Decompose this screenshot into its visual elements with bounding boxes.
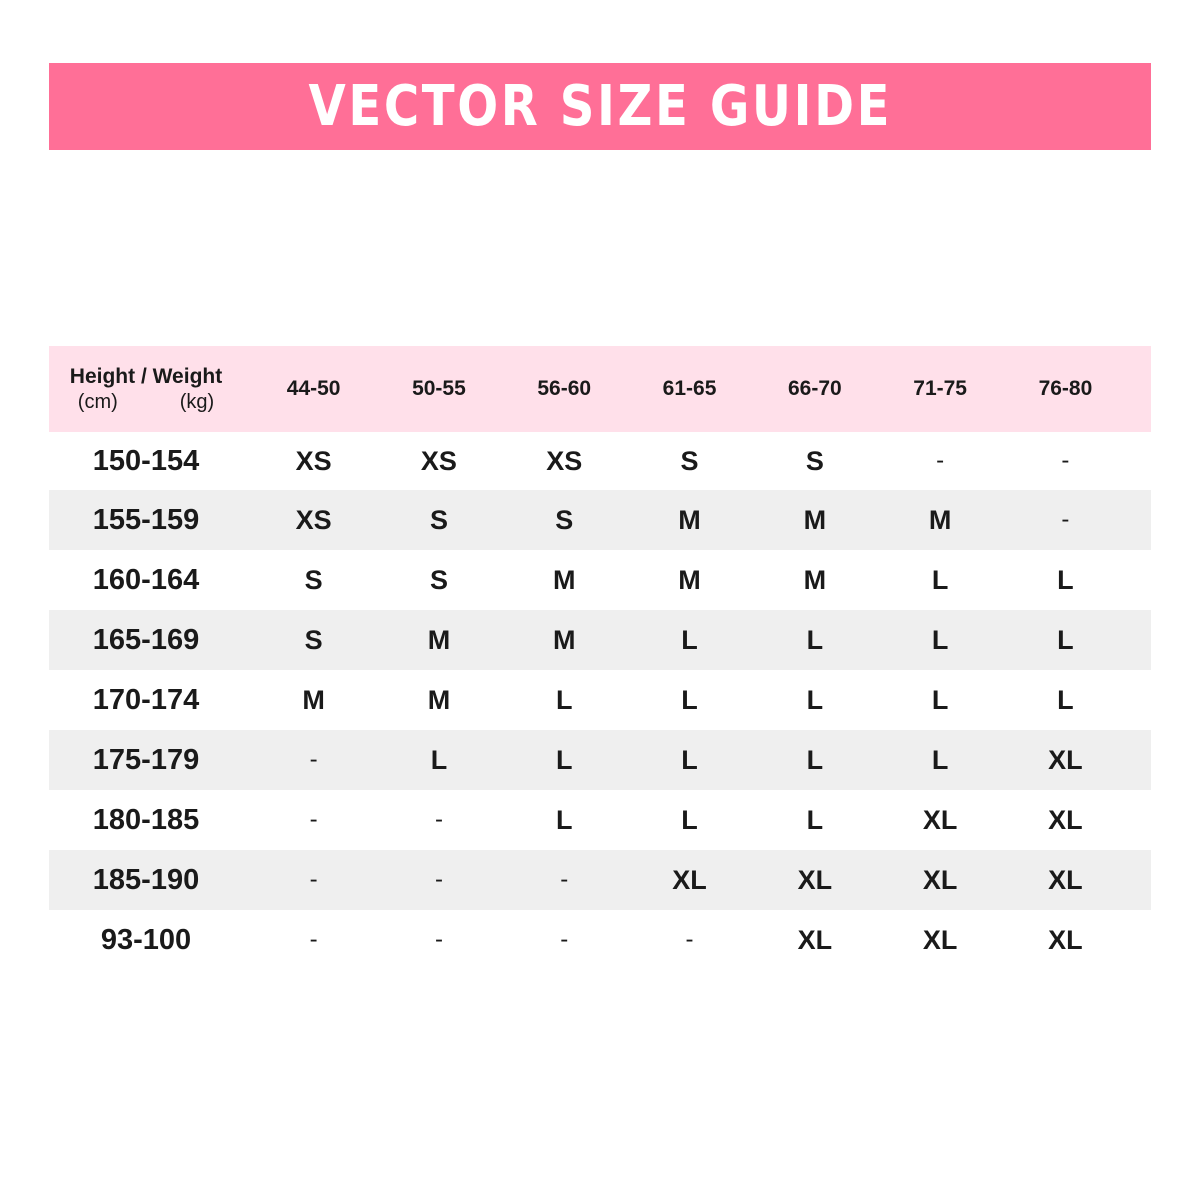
size-cell: L	[806, 804, 824, 835]
table-header-row	[49, 346, 1151, 432]
table-row	[49, 550, 1151, 610]
table-row	[49, 730, 1151, 790]
size-cell: XS	[420, 445, 457, 476]
size-cell: M	[552, 564, 576, 595]
size-cell: M	[678, 564, 701, 595]
size-cell: M	[552, 624, 576, 655]
unit-weight-label: (kg)	[179, 391, 215, 414]
size-cell: L	[931, 624, 949, 655]
title-banner	[49, 63, 1151, 150]
size-cell: XL	[1048, 804, 1083, 835]
size-cell: -	[1061, 447, 1070, 474]
height-range-cell: 175-179	[92, 743, 200, 776]
size-cell: L	[681, 624, 698, 655]
size-cell: -	[309, 806, 318, 833]
size-cell: L	[1057, 624, 1074, 655]
table-row	[49, 910, 1151, 970]
size-cell: S	[429, 504, 448, 535]
size-cell: -	[936, 447, 945, 474]
size-cell: L	[555, 804, 573, 835]
table-body	[49, 432, 1151, 970]
size-cell: S	[680, 445, 699, 476]
size-cell: -	[309, 746, 318, 773]
size-cell: L	[931, 744, 949, 775]
size-cell: XL	[1048, 924, 1083, 955]
size-cell: XS	[295, 445, 332, 476]
height-range-cell: 170-174	[92, 683, 200, 716]
size-cell: L	[555, 744, 573, 775]
unit-height-label: (cm)	[77, 391, 118, 414]
size-cell: M	[803, 564, 827, 595]
height-range-cell: 185-190	[92, 863, 200, 896]
size-cell: -	[434, 866, 443, 893]
size-cell: -	[434, 926, 443, 953]
weight-header: 56-60	[537, 377, 592, 400]
size-cell: XL	[797, 924, 833, 955]
size-cell: M	[678, 504, 701, 535]
size-cell: XL	[1048, 864, 1083, 895]
weight-header: 71-75	[913, 377, 967, 400]
size-cell: L	[430, 744, 448, 775]
weight-header: 61-65	[662, 377, 717, 400]
size-cell: M	[427, 624, 451, 655]
size-cell: -	[309, 926, 318, 953]
table-row	[49, 432, 1151, 490]
size-cell: XL	[1048, 744, 1083, 775]
size-cell: S	[304, 624, 323, 655]
page-title: VECTOR SIZE GUIDE	[308, 74, 892, 139]
size-cell: XL	[922, 804, 958, 835]
height-range-cell: 150-154	[92, 444, 200, 477]
size-cell: -	[434, 806, 443, 833]
size-cell: L	[1057, 684, 1074, 715]
table-row	[49, 790, 1151, 850]
size-cell: M	[427, 684, 451, 715]
size-cell: XL	[797, 864, 833, 895]
size-cell: S	[429, 564, 448, 595]
size-cell: L	[681, 744, 698, 775]
height-range-cell: 93-100	[100, 923, 192, 956]
size-cell: L	[555, 684, 573, 715]
size-cell: S	[805, 445, 824, 476]
size-cell: XS	[295, 504, 332, 535]
table-row	[49, 490, 1151, 550]
weight-header: 50-55	[412, 377, 466, 400]
header-label: Height / Weight	[69, 364, 223, 388]
weight-header: 44-50	[286, 377, 341, 400]
size-cell: -	[1061, 506, 1070, 533]
height-range-cell: 155-159	[92, 503, 200, 536]
weight-header: 76-80	[1038, 377, 1093, 400]
size-cell: L	[806, 744, 824, 775]
size-cell: XS	[546, 445, 583, 476]
size-cell: XL	[672, 864, 707, 895]
size-cell: S	[555, 504, 574, 535]
size-table	[49, 346, 1151, 970]
size-cell: XL	[922, 864, 958, 895]
header-units	[78, 391, 214, 413]
size-cell: L	[1057, 564, 1074, 595]
size-cell: L	[931, 684, 949, 715]
size-cell: L	[806, 684, 824, 715]
table-row	[49, 610, 1151, 670]
height-range-cell: 160-164	[92, 563, 200, 596]
height-range-cell: 180-185	[92, 803, 200, 836]
size-cell: S	[304, 564, 323, 595]
size-cell: -	[560, 926, 569, 953]
size-cell: -	[560, 866, 569, 893]
size-cell: M	[302, 684, 325, 715]
size-cell: M	[928, 504, 952, 535]
size-cell: L	[931, 564, 949, 595]
size-cell: -	[685, 926, 694, 953]
size-cell: L	[681, 684, 698, 715]
size-cell: M	[803, 504, 827, 535]
height-range-cell: 165-169	[92, 623, 200, 656]
size-cell: XL	[922, 924, 958, 955]
header-label-cell	[49, 365, 243, 413]
weight-header: 66-70	[787, 377, 842, 400]
table-row	[49, 850, 1151, 910]
size-cell: -	[309, 866, 318, 893]
size-cell: L	[806, 624, 824, 655]
table-row	[49, 670, 1151, 730]
size-cell: L	[681, 804, 698, 835]
